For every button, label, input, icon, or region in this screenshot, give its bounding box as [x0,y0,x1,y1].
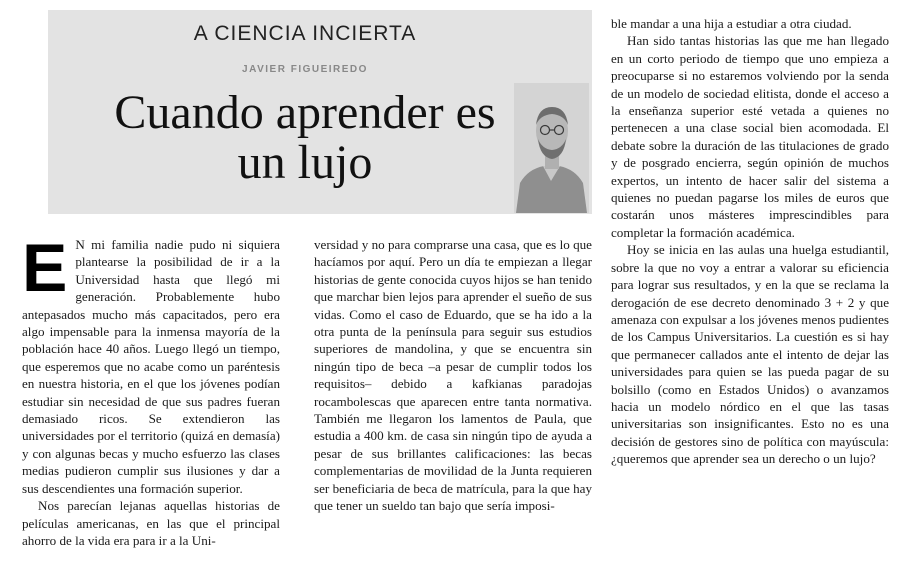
author-name: JAVIER FIGUEIREDO [242,64,368,75]
drop-cap: E [22,230,68,306]
section-title: A CIENCIA INCIERTA [193,22,417,45]
paragraph: Hoy se inicia en las aulas una huelga estudiantil, sobre la que no voy a entrar a valorar su eficiencia para lograr sus resultados, y en la que se reclama la derogación de ese decreto denominado 3 + 2 y que amenaza con expulsar a los jóvenes menos pudientes de los Campus Universitarios. La cuestión es si hay que permanecer callados ante el intento de dejar las universidades para quien se las pueda pagar de su bolsillo (como en Estados Unidos) o avanzamos hacia un modelo nórdico en el que las tasas universitarias son insignificantes. Esto no es una decisión de gestores sino de política con mayúscula: ¿queremos que aprender sea un derecho o un lujo? [611,242,889,467]
paragraph-text: N mi familia nadie pudo ni siquiera plantearse la posibilidad de ir a la Universidad hasta que llegó mi generación. Probablemente hubo antepasados mucho más capacitados, pero era algo impensable para la inmensa mayoría de la población hace 40 años. Luego llegó un tiempo, que esperemos que no acabe como un paréntesis en nuestra historia, en el que los jóvenes podían estudiar sin necesidad de que sus padres fueran demasiado ricos. Se extendieron las universidades por el territorio (quizá en demasía) y con algunas becas y mucho esfuerzo las clases medias pudieron cumplir sus ilusiones y dar a sus descendientes una formación superior. [22,237,280,496]
paragraph [22,230,280,497]
paragraph: ble mandar a una hija a estudiar a otra ciudad. [611,16,852,31]
paragraph: Nos parecían lejanas aquellas historias de películas americanas, en las que el principal ahorro de la vida era para ir a la Uni- [22,498,280,548]
headline: Cuando aprender es un lujo [114,86,496,189]
author-portrait-icon [514,83,589,213]
paragraph: versidad y no para comprarse una casa, que es lo que hacíamos por aquí. Pero un día te empiezan a llegar historias de gente conocida cuyos hijos se han tenido que marchar bien lejos para aprender el sueño de sus vidas. Como el caso de Eduardo, que se ha ido a la otra punta de la península para seguir sus estudios superiores de mandolina, y que se encuentra sin ningún tipo de beca –a pesar de cumplir todos los requisitos– debido a kafkianas paradojas rocambolescas que aparecen entre tanta normativa. También me llegaron los lamentos de Paula, que estudia a 400 km. de casa sin ningún tipo de ayuda a pesar de sus brillantes calificaciones: las becas complementarias de movilidad de la Junta requieren ser beneficiaria de beca de matrícula, para la que hay que tener un sueldo tan bajo que sería imposi- [314,237,592,514]
column-2 [314,236,592,515]
author-photo [514,83,589,213]
column-3 [611,15,889,468]
paragraph: Han sido tantas historias las que me han llegado en un corto periodo de tiempo que uno empieza a preocuparse si no estaremos volviendo por la senda de un modelo de sociedad elitista, donde el acceso a la enseñanza superior esté vetada a quienes no pertenecen a una clase social bien acomodada. El debate sobre la duración de las titulaciones de grado y de posgrado encierra, según opinión de muchos expertos, un intento de hacer salir del sistema a quienes no puedan pagarse los miles de euros que costarán unos másteres imprescindibles para completar la formación académica. [611,33,889,240]
column-1 [22,230,280,549]
